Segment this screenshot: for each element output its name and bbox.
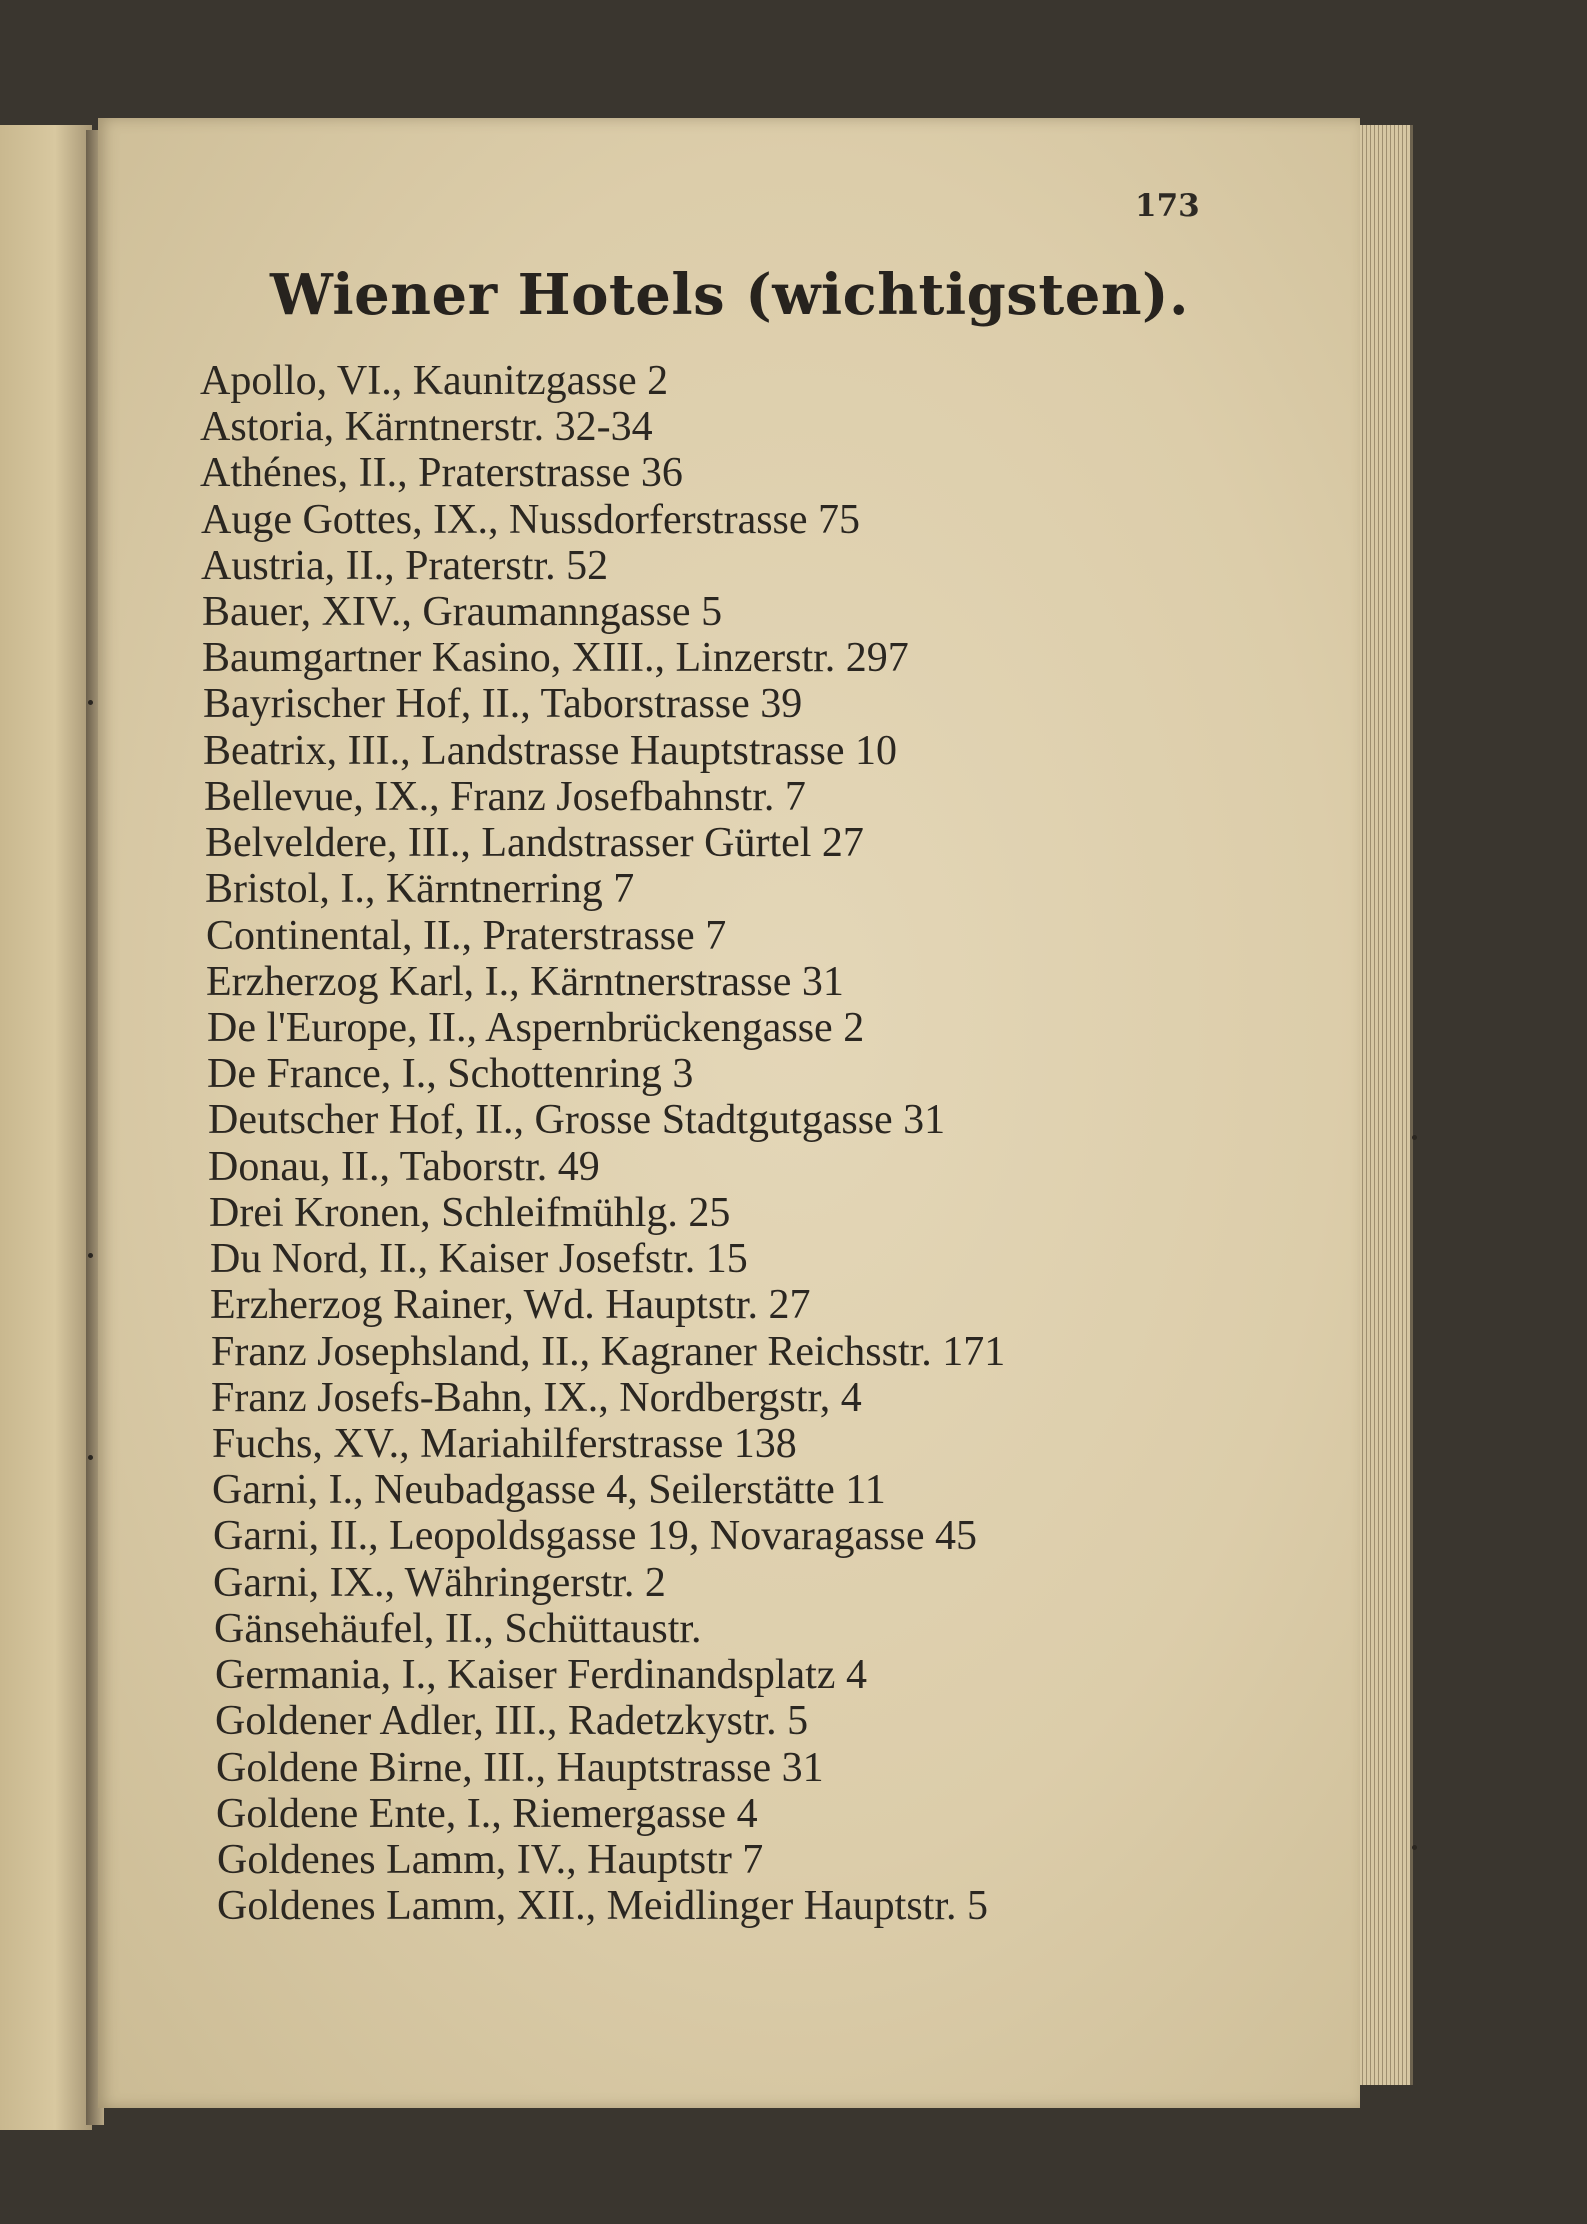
hotel-entry: Bellevue, IX., Franz Josefbahnstr. 7 (204, 774, 806, 820)
hotel-entry: Bayrischer Hof, II., Taborstrasse 39 (203, 681, 803, 727)
hotel-entry: Beatrix, III., Landstrasse Hauptstrasse 10 (203, 728, 897, 774)
hotel-entry: Auge Gottes, IX., Nussdorferstrasse 75 (201, 497, 861, 543)
hotel-entry: Du Nord, II., Kaiser Josefstr. 15 (210, 1236, 748, 1282)
hotel-entry: Austria, II., Praterstr. 52 (201, 543, 609, 589)
hotel-entry: Athénes, II., Praterstrasse 36 (200, 450, 683, 496)
page-number: 173 (1135, 188, 1200, 224)
hotel-entry: Goldene Ente, I., Riemergasse 4 (216, 1791, 758, 1837)
hotel-list (200, 358, 1320, 1978)
hotel-entry: Bauer, XIV., Graumanngasse 5 (202, 589, 723, 635)
hotel-entry: Garni, II., Leopoldsgasse 19, Novaragasse 45 (213, 1513, 977, 1559)
hotel-entry: Apollo, VI., Kaunitzgasse 2 (200, 358, 669, 404)
paper-speck (88, 1455, 93, 1460)
paper-speck (88, 700, 93, 705)
hotel-entry: Belveldere, III., Landstrasser Gürtel 27 (205, 820, 864, 866)
hotel-entry: Goldener Adler, III., Radetzkystr. 5 (215, 1698, 809, 1744)
hotel-entry: De France, I., Schottenring 3 (207, 1051, 694, 1097)
hotel-entry: Baumgartner Kasino, XIII., Linzerstr. 297 (202, 635, 909, 681)
hotel-entry: Goldenes Lamm, IV., Hauptstr 7 (217, 1837, 764, 1883)
hotel-entry: Erzherzog Karl, I., Kärntnerstrasse 31 (206, 959, 844, 1005)
page-title: Wiener Hotels (wichtigsten). (270, 262, 1190, 328)
hotel-entry: Astoria, Kärntnerstr. 32-34 (200, 404, 653, 450)
hotel-entry: De l'Europe, II., Aspernbrückengasse 2 (207, 1005, 865, 1051)
hotel-entry: Donau, II., Taborstr. 49 (208, 1144, 600, 1190)
hotel-entry: Gänsehäufel, II., Schüttaustr. (214, 1606, 702, 1652)
hotel-entry: Franz Josephsland, II., Kagraner Reichsstr. 171 (211, 1329, 1006, 1375)
left-page-edge (0, 125, 92, 2130)
paper-speck (1412, 1845, 1417, 1850)
hotel-entry: Fuchs, XV., Mariahilferstrasse 138 (212, 1421, 797, 1467)
hotel-entry: Goldenes Lamm, XII., Meidlinger Hauptstr. 5 (217, 1883, 989, 1929)
hotel-entry: Erzherzog Rainer, Wd. Hauptstr. 27 (210, 1282, 811, 1328)
hotel-entry: Drei Kronen, Schleifmühlg. 25 (209, 1190, 731, 1236)
paper-speck (88, 1253, 93, 1258)
hotel-entry: Franz Josefs-Bahn, IX., Nordbergstr, 4 (211, 1375, 862, 1421)
paper-speck (1412, 1135, 1417, 1140)
hotel-entry: Bristol, I., Kärntnerring 7 (205, 866, 635, 912)
hotel-entry: Continental, II., Praterstrasse 7 (206, 913, 727, 959)
hotel-entry: Goldene Birne, III., Hauptstrasse 31 (216, 1745, 824, 1791)
hotel-entry: Deutscher Hof, II., Grosse Stadtgutgasse 31 (208, 1097, 946, 1143)
hotel-entry: Garni, I., Neubadgasse 4, Seilerstätte 11 (212, 1467, 886, 1513)
hotel-entry: Germania, I., Kaiser Ferdinandsplatz 4 (215, 1652, 867, 1698)
hotel-entry: Garni, IX., Währingerstr. 2 (213, 1560, 666, 1606)
